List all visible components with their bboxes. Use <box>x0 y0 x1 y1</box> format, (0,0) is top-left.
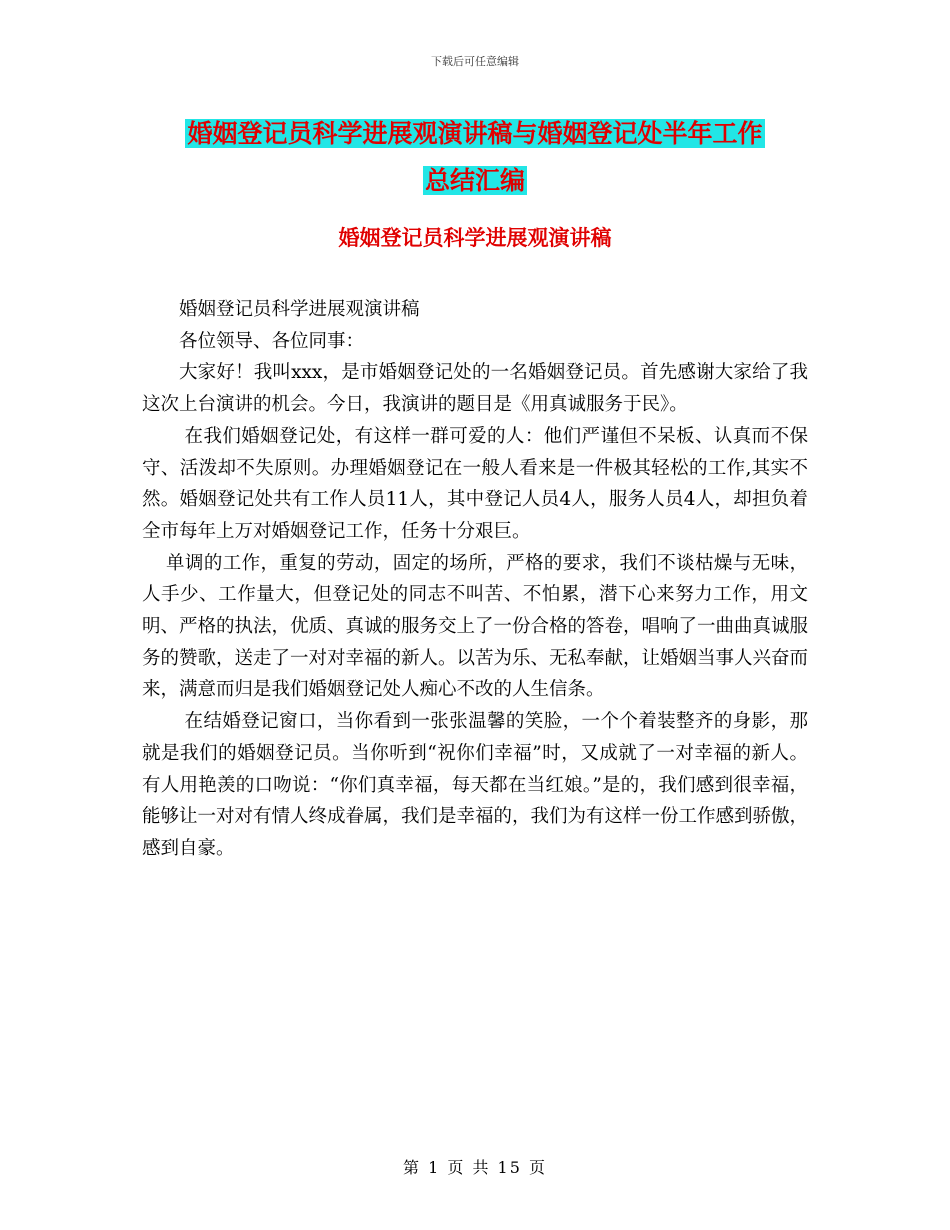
paragraph: 在我们婚姻登记处，有这样一群可爱的人：他们严谨但不呆板、认真而不保守、活泼却不失原则。办理婚姻登记在一般人看来是一件极其轻松的工作,其实不然。婚姻登记处共有工作人员11人，其中登记人员4人，服务人员4人，却担负着全市每年上万对婚姻登记工作，任务十分艰巨。 <box>142 425 808 542</box>
paragraph: 各位领导、各位同事： <box>179 330 365 352</box>
document-body <box>142 294 808 865</box>
document-title <box>140 110 810 204</box>
paragraph: 单调的工作，重复的劳动，固定的场所，严格的要求，我们不谈枯燥与无味，人手少、工作量大，但登记处的同志不叫苦、不怕累，潜下心来努力工作，用文明、严格的执法，优质、真诚的服务交上了一份合格的答卷，唱响了一曲曲真诚服务的赞歌，送走了一对对幸福的新人。以苦为乐、无私奉献，让婚姻当事人兴奋而来，满意而归是我们婚姻登记处人痴心不改的人生信条。 <box>142 552 809 701</box>
page-number-footer: 第 1 页 共 15 页 <box>403 1158 547 1177</box>
paragraph: 婚姻登记员科学进展观演讲稿 <box>179 299 420 320</box>
page-header-note: 下载后可任意编辑 <box>431 55 519 68</box>
paragraph: 大家好！我叫xxx，是市婚姻登记处的一名婚姻登记员。首先感谢大家给了我这次上台演讲的机会。今日，我演讲的题目是《用真诚服务于民》。 <box>142 362 808 416</box>
section-title: 婚姻登记员科学进展观演讲稿 <box>338 226 612 250</box>
document-title-line-1: 婚姻登记员科学进展观演讲稿与婚姻登记处半年工作 <box>187 119 763 148</box>
document-title-line-2: 总结汇编 <box>424 166 525 195</box>
paragraph: 在结婚登记窗口，当你看到一张张温馨的笑脸，一个个着装整齐的身影，那就是我们的婚姻登记员。当你听到“祝你们幸福”时，又成就了一对幸福的新人。有人用艳羡的口吻说：“你们真幸福，每天都在当红娘。”是的，我们感到很幸福，能够让一对对有情人终成眷属，我们是幸福的，我们为有这样一份工作感到骄傲，感到自豪。 <box>142 711 809 859</box>
